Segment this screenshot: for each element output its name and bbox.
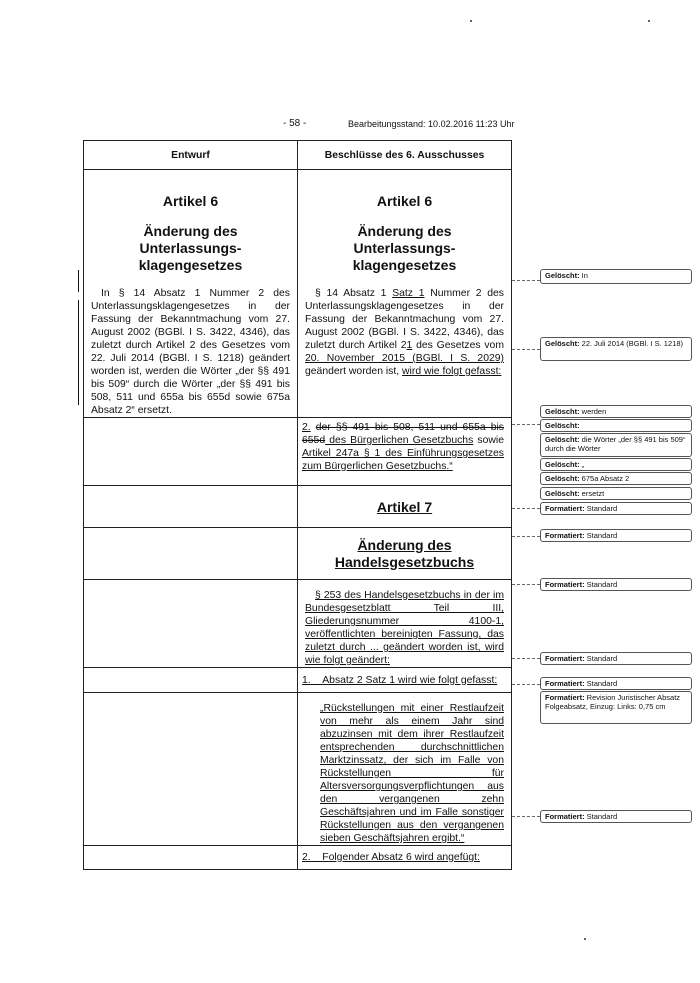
balloon-text: Revision Juristischer Absatz Folgeabsatz, Einzug: Links: 0,75 cm (545, 693, 681, 711)
comment-balloon[interactable] (540, 405, 692, 418)
change-bar (78, 270, 79, 292)
balloon-label: Formatiert: (545, 812, 585, 821)
balloon-label: Gelöscht: (545, 474, 580, 483)
cell-item-2 (298, 418, 512, 486)
artikel-heading: Artikel 6 (162, 193, 219, 209)
scan-speck (584, 938, 586, 940)
balloon-connector (512, 349, 540, 350)
comment-balloon[interactable] (540, 578, 692, 591)
balloon-label: Formatiert: (545, 693, 585, 702)
comment-balloon[interactable] (540, 269, 692, 284)
cell-item-1 (298, 668, 512, 693)
balloon-text: 675a Absatz 2 (579, 474, 630, 483)
inserted-text: .“ (446, 461, 453, 472)
inserted-text: Artikel 247a § 1 des Einführungsgesetzes zum Bürgerlichen Gesetzbuchs (302, 448, 504, 472)
artikel-title: Änderung des Unterlassungs-klagengesetzes (138, 223, 243, 273)
inserted-text: Satz 1 (392, 288, 425, 299)
empty-cell (84, 418, 298, 486)
balloon-label: Formatiert: (545, 531, 585, 540)
balloon-connector (512, 816, 540, 817)
balloon-connector (512, 424, 540, 425)
cell-hgb-intro (298, 580, 512, 668)
balloon-text: „ (579, 460, 585, 469)
scan-speck (648, 20, 650, 22)
balloon-text: 22. Juli 2014 (BGBl. I S. 1218) (579, 339, 683, 348)
text-run: § 14 Absatz 1 (315, 288, 393, 299)
item-text: Folgender Absatz 6 wird angefügt: (322, 852, 480, 863)
comment-balloon[interactable] (540, 419, 692, 432)
empty-cell (84, 693, 298, 846)
balloon-label: Formatiert: (545, 654, 585, 663)
column-header-beschluesse: Beschlüsse des 6. Ausschusses (298, 141, 512, 170)
inserted-text: des Bürgerlichen Gesetzbuchs (325, 435, 474, 446)
balloon-label: Gelöscht: (545, 435, 580, 444)
comment-balloon[interactable] (540, 458, 692, 471)
comment-balloon[interactable] (540, 652, 692, 665)
revision-status: Bearbeitungsstand: 10.02.2016 11:23 Uhr (348, 119, 515, 129)
balloon-connector (512, 584, 540, 585)
item-number: 2. (302, 852, 311, 863)
cell-title7 (298, 528, 512, 580)
text-run: sowie (473, 435, 504, 446)
inserted-text: 1 (406, 340, 413, 351)
cell-artikel7 (298, 486, 512, 528)
balloon-text: Standard (584, 531, 618, 540)
artikel-7-heading: Artikel 7 (376, 498, 433, 515)
comment-balloon[interactable] (540, 529, 692, 542)
balloon-label: Formatiert: (545, 679, 585, 688)
comment-balloon[interactable] (540, 337, 692, 361)
empty-cell (84, 846, 298, 870)
artikel-7-title: Änderung des Handelsgesetzbuchs (334, 536, 475, 570)
balloon-connector (512, 280, 540, 281)
deleted-text: der §§ 491 bis 508, 511 und 655a bis 655d (302, 422, 505, 446)
item-1 (298, 674, 511, 687)
item-2-text (298, 418, 511, 473)
text-run: geändert worden ist, (305, 366, 403, 377)
cell-item-2b (298, 846, 512, 870)
balloon-label: Gelöscht: (545, 489, 580, 498)
artikel-heading: Artikel 6 (376, 193, 433, 209)
balloon-text: Standard (584, 580, 618, 589)
balloon-text: In (579, 271, 588, 280)
balloon-connector (512, 508, 540, 509)
comment-balloon[interactable] (540, 677, 692, 690)
balloon-label: Gelöscht: (545, 407, 580, 416)
balloon-label: Gelöscht: (545, 271, 580, 280)
empty-cell (84, 486, 298, 528)
cell-quote (298, 693, 512, 846)
comment-balloon[interactable] (540, 472, 692, 485)
balloon-text: Standard (584, 504, 618, 513)
balloon-text: die Wörter „der §§ 491 bis 509“ durch die Wörter (545, 435, 686, 453)
balloon-text: werden (579, 407, 607, 416)
balloon-label: Gelöscht: (545, 460, 580, 469)
inserted-text: 20. November 2015 (BGBl. I S. 2029) (305, 353, 504, 364)
balloon-label: Formatiert: (545, 580, 585, 589)
text-run: Nummer 2 des Unterlassungsklagengesetzes in der Fassung der Bekanntmachung vom 27. August 2002 (BGBl. I S. 3422, 4346), das zuletzt durch Artikel 2 (305, 288, 504, 351)
comment-balloon[interactable] (540, 691, 692, 724)
balloon-label: Gelöscht: (545, 339, 580, 348)
balloon-text: Standard (584, 679, 618, 688)
empty-cell (84, 528, 298, 580)
comment-balloon[interactable] (540, 810, 692, 823)
page-header (0, 118, 700, 134)
comment-balloon[interactable] (540, 433, 692, 457)
change-bar (78, 300, 79, 405)
balloon-text: Standard (584, 654, 618, 663)
hgb-paragraph: § 253 des Handelsgesetzbuchs in der im Bundesgesetzblatt Teil III, Gliederungsnummer 4100-1, veröffentlichten bereinigten Fassung, das zuletzt durch ... geändert worden ist, wird wie folgt geändert: (305, 590, 504, 666)
cell-beschluesse-artikel6 (298, 170, 512, 418)
column-header-entwurf: Entwurf (84, 141, 298, 170)
scan-speck (470, 20, 472, 22)
comment-balloon[interactable] (540, 487, 692, 500)
balloon-connector (512, 684, 540, 685)
quoted-sentence: „Rückstellungen mit einer Restlaufzeit von mehr als einem Jahr sind abzuzinsen mit dem ihrer Restlaufzeit entsprechenden durchschnittlichen Marktzinssatz, der sich im Falle von Rückstellungen für Altersversorgungsverpflichtungen aus den vergangenen zehn Geschäftsjahren und im Falle sonstiger Rückstellungen aus den vergangenen sieben Geschäftsjahren ergibt.“ (320, 703, 504, 844)
item-2b (298, 851, 511, 864)
synopsis-table (83, 140, 512, 870)
balloon-connector (512, 536, 540, 537)
inserted-text: wird wie folgt gefasst: (402, 366, 502, 377)
balloon-text: Standard (584, 812, 618, 821)
item-number: 1. (302, 674, 311, 686)
entwurf-paragraph: In § 14 Absatz 1 Nummer 2 des Unterlassungsklagengesetzes in der Fassung der Bekanntmachung vom 27. August 2002 (BGBl. I S. 3422, 4346), das zuletzt durch Artikel 2 des Gesetzes vom 22. Juli 2014 (BGBl. I S. 1218) geändert worden ist, werden die Wörter „der §§ 491 bis 509“ durch die Wörter „der §§ 491 bis 508, 511 und 655a bis 655d sowie 675a Absatz 2“ ersetzt. (91, 288, 290, 416)
item-text: Absatz 2 Satz 1 wird wie folgt gefasst: (322, 674, 498, 686)
artikel-title: Änderung des Unterlassungs-klagengesetzes (352, 223, 457, 273)
empty-cell (84, 668, 298, 693)
empty-cell (84, 580, 298, 668)
comment-balloon[interactable] (540, 502, 692, 515)
text-run: des Gesetzes vom (412, 340, 504, 351)
item-number: 2. (302, 422, 311, 433)
balloon-label: Formatiert: (545, 504, 585, 513)
cell-entwurf-artikel6 (84, 170, 298, 418)
balloon-text: ersetzt (579, 489, 605, 498)
beschluss-paragraph (298, 287, 511, 378)
balloon-connector (512, 658, 540, 659)
balloon-label: Gelöscht: (545, 421, 580, 430)
page-number: - 58 - (283, 118, 307, 129)
